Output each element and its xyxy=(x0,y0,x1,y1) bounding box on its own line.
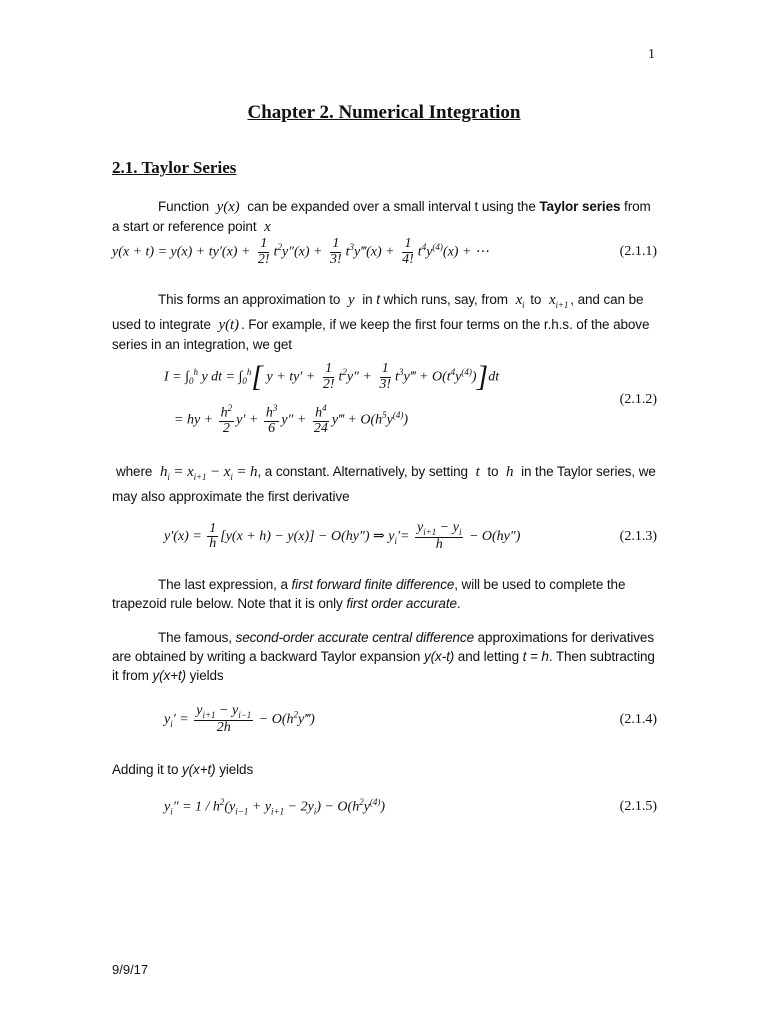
bold-term: Taylor series xyxy=(539,199,621,214)
italic-term: second-order accurate central difference xyxy=(235,630,474,645)
italic-term: y(x+t) xyxy=(152,668,186,683)
text-run: to xyxy=(530,292,542,307)
text-run: can be expanded over a small interval t using the xyxy=(247,199,536,214)
equation-2-1-4: $y_i'$ = $\frac{y_{i+1} - y_{i-1}}{2h}$ − $O(h^2y‴)$ (2.1.4) xyxy=(164,703,657,736)
text-run: . For example, if we keep the first four terms on the r.h.s. of the above series in an integration, we get xyxy=(112,317,650,352)
section-title: 2.1. Taylor Series xyxy=(112,158,237,177)
equation-2-1-5: $y_i'' = 1 / h^2(y_{i-1} + y_{i+1} - 2y_i) - O(h^2y^{(4)})$ (2.1.5) xyxy=(164,797,657,817)
text-run: This forms an approximation to xyxy=(158,292,341,307)
italic-term: y(x-t) xyxy=(424,649,455,664)
text-run: to xyxy=(487,464,499,479)
italic-term: first order accurate xyxy=(346,596,457,611)
text-run: Function xyxy=(158,199,209,214)
inline-math-x: x xyxy=(264,219,271,235)
text-run: in the Taylor series, we may also approximate the first derivative xyxy=(112,464,656,504)
text-run: , a constant. Alternatively, by setting xyxy=(257,464,468,479)
equation-number: (2.1.3) xyxy=(619,529,657,544)
text-run: yields xyxy=(189,668,224,683)
text-run: which runs, say, from xyxy=(383,292,508,307)
italic-term: t = h xyxy=(522,649,549,664)
paragraph-taylor-intro xyxy=(112,197,657,237)
text-run: The famous, xyxy=(158,630,232,645)
text-run: The last expression, a xyxy=(158,577,288,592)
inline-math-t: t xyxy=(376,292,380,307)
inline-math-xi: x xyxy=(515,292,523,308)
text-run: yields xyxy=(219,762,254,777)
paragraph-forward-difference xyxy=(112,575,657,613)
text-run: and letting xyxy=(457,649,519,664)
italic-term: y(x+t) xyxy=(182,762,216,777)
text-run: from a start or reference point xyxy=(112,199,651,234)
footer-date: 9/9/17 xyxy=(112,962,149,977)
equation-2-1-1: y(x + t) = y(x) + ty′(x) + $\frac{1}{2!}$ $t^2y''(x)$ + $\frac{1}{3!}$ $t^3y‴(x)$ + $\frac{1}{4!}$ $t^4y^{(4)}(x)$ + ⋯ (2.1.1) xyxy=(112,235,657,267)
equation-number: (2.1.2) xyxy=(619,392,657,407)
equation-number: (2.1.4) xyxy=(619,712,657,727)
text-run: approximations for derivatives are obtained by writing a backward Taylor expansion xyxy=(112,630,654,664)
equation-number: (2.1.1) xyxy=(619,244,657,259)
text-run: , and can be used to integrate xyxy=(112,292,644,332)
equation-2-1-2: $I = \int_0^h$ y dt = $\int_0^h$[ y + ty′ + $\frac{1}{2!}$ $t^2y''$ + $\frac{1}{3!}$ $t^3y‴ + O(t^4y^{(4)})]dt$ = hy + $\frac{h^2}{2}$ y′ + $\frac{h^3}{6}$ y″ + $\frac{h^4}{24}$ y‴ + $O(h^5y^{(4)})$ (2.1.2) xyxy=(164,360,657,437)
paragraph-approximation: This forms an approximation to y in t which runs, say, from $x_i$ to $x_{i+1}$ , and can be used to integrate y(t) . For example, if we keep the first four terms on the r.h.s. of the above series in an integration, we get xyxy=(112,292,650,352)
italic-term: first forward finite difference xyxy=(291,577,455,592)
text-run: Adding it to xyxy=(112,762,179,777)
paragraph-central-difference xyxy=(112,628,657,685)
equation-2-1-3: y′(x) = $\frac{1}{h}$ [y(x + h) − y(x)] − O(hy″) ⇒ $y_i'=$ $\frac{y_{i+1} - y_i}{h}$ − O(hy″) (2.1.3) xyxy=(164,520,657,553)
inline-math-yx: y(x) xyxy=(216,199,240,215)
page-number: 1 xyxy=(648,47,655,62)
equation-number: (2.1.5) xyxy=(619,799,657,814)
text-run: . Then subtracting it from xyxy=(112,649,655,683)
paragraph-adding xyxy=(112,760,657,779)
inline-math-h: h xyxy=(506,464,514,480)
inline-math-yt: y(t) xyxy=(218,317,239,333)
inline-math-xi1: x xyxy=(548,292,556,308)
inline-math-t: t xyxy=(475,464,480,480)
text-run: , will be used to complete the trapezoid rule below. Note that it is only xyxy=(112,577,626,611)
text-run: where xyxy=(116,464,153,479)
text-run: . xyxy=(456,596,461,611)
chapter-title: Chapter 2. Numerical Integration xyxy=(247,102,521,123)
text-run: in xyxy=(362,292,373,307)
inline-math-y: y xyxy=(348,292,355,308)
paragraph-derivative: where $h_i = x_{i+1} - x_i = h$, a constant. Alternatively, by setting t to h in the Taylor series, we may also approximate the first derivative xyxy=(112,464,656,504)
